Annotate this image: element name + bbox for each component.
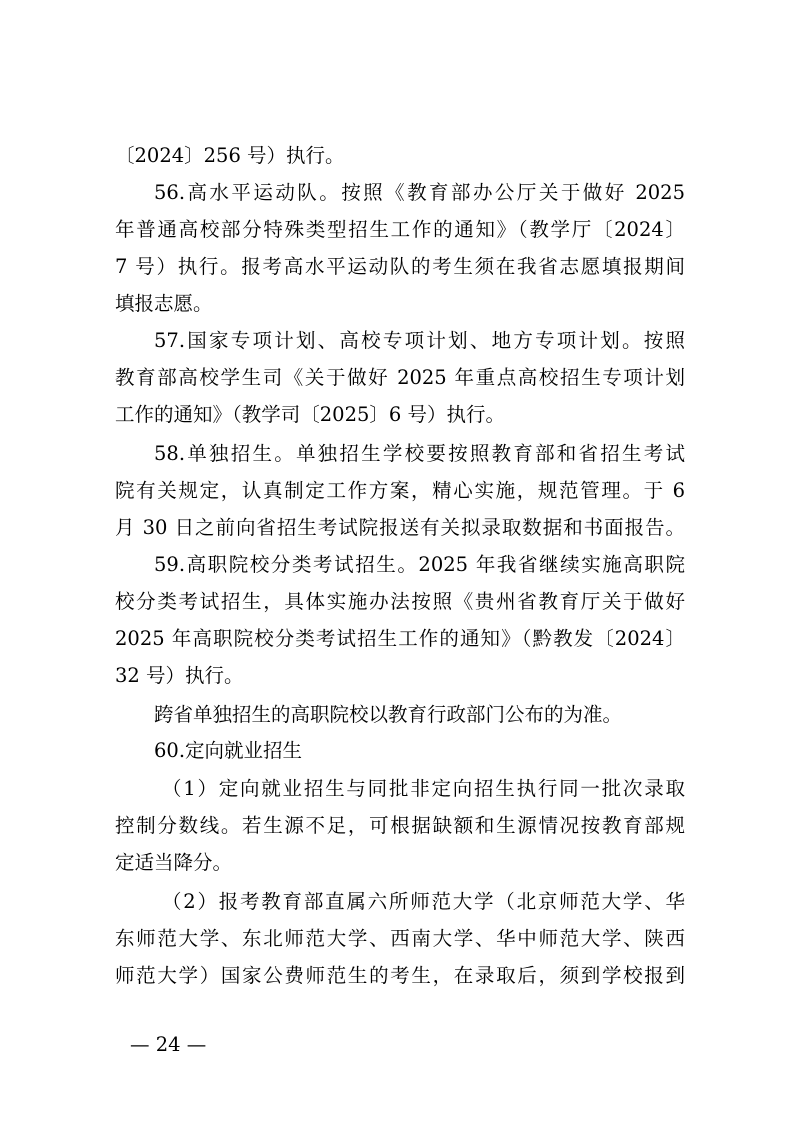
text-line: 年普通高校部分特殊类型招生工作的通知》（教学厅〔2024〕 [115,218,685,241]
text-line: 59.高职院校分类考试招生。2025 年我省继续实施高职院 [154,553,685,576]
text-line: 跨省单独招生的高职院校以教育行政部门公布的为准。 [154,703,623,726]
text-line: （2）报考教育部直属六所师范大学（北京师范大学、华 [162,890,685,913]
text-line: （1）定向就业招生与同批非定向招生执行同一批次录取 [162,777,685,800]
page-number: — 24 — [130,1033,207,1056]
text-line: 56.高水平运动队。按照《教育部办公厅关于做好 2025 [154,181,685,204]
text-line: 58.单独招生。单独招生学校要按照教育部和省招生考试 [154,442,685,465]
text-line: 月 30 日之前向省招生考试院报送有关拟录取数据和书面报告。 [115,516,685,539]
text-line: 工作的通知》（教学司〔2025〕6 号）执行。 [115,403,505,426]
text-line: 7 号）执行。报考高水平运动队的考生须在我省志愿填报期间 [115,255,685,278]
text-line: 控制分数线。若生源不足，可根据缺额和生源情况按教育部规 [115,814,685,837]
text-line: 东师范大学、东北师范大学、西南大学、华中师范大学、陕西 [115,927,685,950]
text-line: 填报志愿。 [115,292,213,315]
text-line: 定适当降分。 [115,851,233,874]
text-line: 〔2024〕256 号）执行。 [115,144,345,167]
text-line: 教育部高校学生司《关于做好 2025 年重点高校招生专项计划 [115,366,685,389]
text-line: 2025 年高职院校分类考试招生工作的通知》（黔教发〔2024〕 [115,627,685,650]
text-line: 校分类考试招生，具体实施办法按照《贵州省教育厅关于做好 [115,590,685,613]
text-line: 57.国家专项计划、高校专项计划、地方专项计划。按照 [154,329,685,352]
text-line: 32 号）执行。 [115,664,244,687]
text-line: 60.定向就业招生 [154,739,303,762]
text-line: 师范大学）国家公费师范生的考生，在录取后，须到学校报到 [115,964,685,987]
text-line: 院有关规定，认真制定工作方案，精心实施，规范管理。于 6 [115,479,685,502]
